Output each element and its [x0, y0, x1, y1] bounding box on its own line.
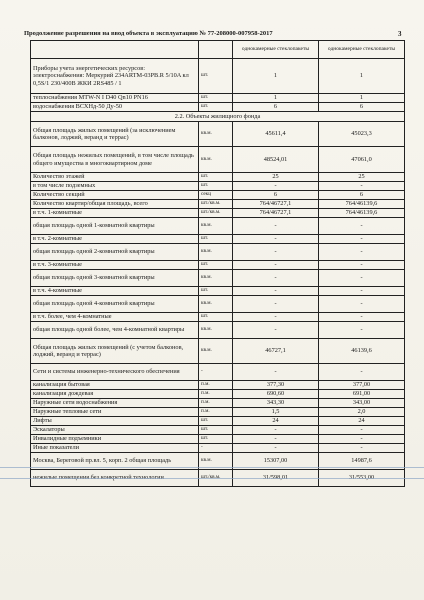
row-unit: шт. [199, 59, 233, 94]
table-row [31, 103, 405, 112]
row-unit: кв.м. [199, 244, 233, 261]
row-label: общая площадь одной более, чем 4-комнатной квартиры [31, 322, 199, 339]
row-value-1: - [233, 270, 319, 287]
row-label: Лифты [31, 417, 199, 426]
row-value-2: - [319, 244, 405, 261]
row-value-1: 6 [233, 103, 319, 112]
row-label: Общая площадь жилых помещений (за исключением балконов, лоджий, веранд и террас) [31, 122, 199, 147]
row-unit: шт. [199, 173, 233, 182]
row-label: Иные показатели [31, 444, 199, 453]
row-label: общая площадь одной 3-комнатной квартиры [31, 270, 199, 287]
table-row [31, 209, 405, 218]
row-value-1: 1 [233, 59, 319, 94]
table-row [31, 339, 405, 364]
table-row [31, 364, 405, 381]
table-row [31, 399, 405, 408]
table-row [31, 173, 405, 182]
row-value-1: 6 [233, 191, 319, 200]
row-label: Эскалаторы [31, 426, 199, 435]
column-header: однокамерные стеклопакеты [319, 41, 405, 59]
indicators-table [30, 40, 405, 487]
row-value-1: 343,30 [233, 399, 319, 408]
row-value-1: - [233, 287, 319, 296]
row-label: канализация дождевая [31, 390, 199, 399]
table-row [31, 235, 405, 244]
row-value-1: 1,5 [233, 408, 319, 417]
table-row [31, 218, 405, 235]
row-unit: шт. [199, 417, 233, 426]
table-row [31, 147, 405, 173]
row-value-1: - [233, 313, 319, 322]
table-row [31, 390, 405, 399]
row-value-2: 47061,0 [319, 147, 405, 173]
column-header: однокамерные стеклопакеты [233, 41, 319, 59]
row-unit: кв.м. [199, 270, 233, 287]
table-row [31, 417, 405, 426]
row-value-2: - [319, 322, 405, 339]
table-row [31, 435, 405, 444]
row-value-2: - [319, 313, 405, 322]
table-row [31, 244, 405, 261]
row-unit: кв.м. [199, 453, 233, 470]
scan-line [0, 478, 424, 479]
table-row [31, 408, 405, 417]
row-unit: кв.м. [199, 296, 233, 313]
row-value-2: 45023,3 [319, 122, 405, 147]
row-unit: кв.м. [199, 147, 233, 173]
row-unit: кв.м. [199, 218, 233, 235]
row-unit: секц [199, 191, 233, 200]
row-value-2: 691,00 [319, 390, 405, 399]
table-row [31, 444, 405, 453]
row-unit: - [199, 364, 233, 381]
row-value-2: 2,0 [319, 408, 405, 417]
row-value-2: 377,00 [319, 381, 405, 390]
row-value-2: 764/46139,6 [319, 209, 405, 218]
row-value-1: 46727,1 [233, 339, 319, 364]
row-value-1: - [233, 296, 319, 313]
row-value-2: - [319, 270, 405, 287]
row-value-2: 46139,6 [319, 339, 405, 364]
row-unit: шт. [199, 313, 233, 322]
table-row [31, 322, 405, 339]
row-label: Сети и системы инженерно-технического обеспечения [31, 364, 199, 381]
row-value-2: - [319, 435, 405, 444]
row-label: общая площадь одной 1-комнатной квартиры [31, 218, 199, 235]
row-value-2: 343,00 [319, 399, 405, 408]
row-label: Приборы учета энергетических ресурсов: электроснабжения: Меркурий 234ARTM-03PB.R 5/10A кл 0,5S/1 230/400В ЖКИ 2RS485 / 1 [31, 59, 199, 94]
document-header: Продолжение разрешения на ввод объекта в эксплуатацию № 77-208000-007958-2017 [24, 30, 273, 37]
row-label: Количество секций [31, 191, 199, 200]
row-value-2: 1 [319, 59, 405, 94]
row-label: в т.ч. 1-комнатные [31, 209, 199, 218]
row-value-1: - [233, 435, 319, 444]
row-value-2: - [319, 364, 405, 381]
table-row [31, 122, 405, 147]
section-row [31, 112, 405, 122]
row-value-2: 6 [319, 191, 405, 200]
row-value-1: 25 [233, 173, 319, 182]
table-row [31, 182, 405, 191]
row-value-1: - [233, 261, 319, 270]
row-label: Москва, Береговой пр.вл. 5, корп. 2 общая площадь [31, 453, 199, 470]
row-label: Наружные сети водоснабжения [31, 399, 199, 408]
row-value-1: 764/46727,1 [233, 200, 319, 209]
table-row [31, 381, 405, 390]
row-label: Инвалидные подъемники [31, 435, 199, 444]
row-unit: шт. [199, 103, 233, 112]
row-value-2: - [319, 235, 405, 244]
row-value-1: - [233, 235, 319, 244]
row-label: водоснабжения ВСХНд-50 Ду-50 [31, 103, 199, 112]
header-empty-cell [199, 41, 233, 59]
table-row [31, 426, 405, 435]
row-value-2: - [319, 218, 405, 235]
table-row [31, 270, 405, 287]
row-value-2: 24 [319, 417, 405, 426]
table-row [31, 287, 405, 296]
row-unit: п.м. [199, 390, 233, 399]
row-label: Наружные тепловые сети [31, 408, 199, 417]
table-row [31, 296, 405, 313]
row-label: общая площадь одной 4-комнатной квартиры [31, 296, 199, 313]
row-unit: шт. [199, 435, 233, 444]
table-row [31, 191, 405, 200]
row-label: Количество квартир/общая площадь, всего [31, 200, 199, 209]
row-unit: шт. [199, 287, 233, 296]
row-value-1: 15307,00 [233, 453, 319, 470]
row-unit: кв.м. [199, 122, 233, 147]
row-value-2: - [319, 182, 405, 191]
row-value-2: - [319, 287, 405, 296]
row-label: теплоснабжения MTW-N I D40 Qn10 PN16 [31, 94, 199, 103]
section-title: 2.2. Объекты жилищного фонда [31, 112, 405, 122]
row-value-1: - [233, 444, 319, 453]
row-value-1: - [233, 218, 319, 235]
row-label: общая площадь одной 2-комнатной квартиры [31, 244, 199, 261]
row-value-1: 377,30 [233, 381, 319, 390]
row-label: Общая площадь жилых помещений (с учетом балконов, лоджий, веранд и террас) [31, 339, 199, 364]
row-value-2: 764/46139,6 [319, 200, 405, 209]
row-value-2: 6 [319, 103, 405, 112]
row-value-1: 45611,4 [233, 122, 319, 147]
row-label: в т.ч. более, чем 4-комнатные [31, 313, 199, 322]
column-header-row [31, 41, 405, 59]
table-row [31, 200, 405, 209]
header-empty-cell [31, 41, 199, 59]
row-unit: шт. [199, 182, 233, 191]
row-value-1: 690,60 [233, 390, 319, 399]
table-row [31, 94, 405, 103]
row-value-2: - [319, 444, 405, 453]
row-value-1: 48524,01 [233, 147, 319, 173]
row-label: в т.ч. 3-комнатные [31, 261, 199, 270]
row-value-1: - [233, 322, 319, 339]
row-label: в т.ч. 2-комнатные [31, 235, 199, 244]
row-unit: кв.м. [199, 322, 233, 339]
table-row [31, 261, 405, 270]
row-unit: п.м. [199, 408, 233, 417]
row-unit: шт. [199, 235, 233, 244]
row-value-2: - [319, 426, 405, 435]
row-unit: п.м. [199, 399, 233, 408]
row-unit: шт./кв.м. [199, 209, 233, 218]
row-unit: шт./кв.м. [199, 200, 233, 209]
row-label: канализация бытовая [31, 381, 199, 390]
row-unit: шт. [199, 426, 233, 435]
row-label: Количество этажей [31, 173, 199, 182]
row-value-1: 24 [233, 417, 319, 426]
row-unit: шт. [199, 94, 233, 103]
row-value-1: - [233, 244, 319, 261]
row-value-1: - [233, 426, 319, 435]
row-value-2: - [319, 261, 405, 270]
row-value-1: - [233, 182, 319, 191]
row-unit: кв.м. [199, 339, 233, 364]
row-value-1: 764/46727,1 [233, 209, 319, 218]
meters-row [31, 59, 405, 94]
row-value-2: 25 [319, 173, 405, 182]
row-value-2: 1 [319, 94, 405, 103]
row-label: в т.ч. 4-комнатные [31, 287, 199, 296]
row-unit: п.м. [199, 381, 233, 390]
row-unit: - [199, 444, 233, 453]
row-label: в том числе подземных [31, 182, 199, 191]
row-unit: шт. [199, 261, 233, 270]
row-value-1: 1 [233, 94, 319, 103]
row-label: Общая площадь нежилых помещений, в том числе площадь общего имущества в многоквартирном доме [31, 147, 199, 173]
row-value-2: 14987,6 [319, 453, 405, 470]
row-value-2: - [319, 296, 405, 313]
row-value-1: - [233, 364, 319, 381]
table-row [31, 313, 405, 322]
scan-line [0, 467, 424, 468]
page-number: 3 [398, 30, 402, 38]
